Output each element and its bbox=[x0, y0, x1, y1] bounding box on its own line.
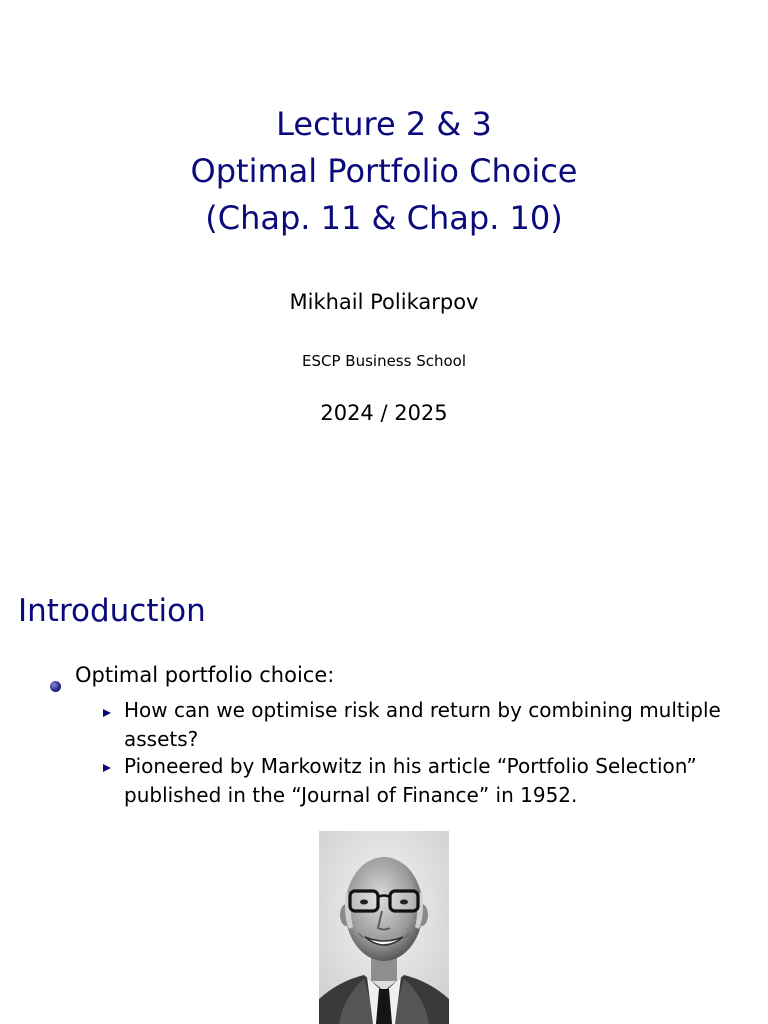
triangle-bullet-icon bbox=[103, 709, 111, 717]
portrait-photo bbox=[319, 831, 449, 1024]
academic-year: 2024 / 2025 bbox=[320, 401, 448, 425]
introduction-slide bbox=[0, 560, 768, 1024]
bullet-item: Optimal portfolio choice: bbox=[75, 663, 335, 687]
title-line-1: Lecture 2 & 3 bbox=[276, 105, 492, 143]
frame-title: Introduction bbox=[18, 593, 206, 629]
sub-bullet-item: How can we optimise risk and return by combining multiple assets? bbox=[124, 698, 721, 751]
title-line-2: Optimal Portfolio Choice bbox=[190, 152, 578, 190]
title-line-3: (Chap. 11 & Chap. 10) bbox=[205, 199, 563, 237]
author-name: Mikhail Polikarpov bbox=[289, 290, 479, 314]
sub-bullet-item: Pioneered by Markowitz in his article “Portfolio Selection” published in the “Journal of Finance” in 1952. bbox=[124, 754, 697, 807]
triangle-bullet-icon bbox=[103, 764, 111, 772]
institute-name: ESCP Business School bbox=[302, 352, 466, 370]
bullet-ball-icon bbox=[50, 681, 61, 692]
